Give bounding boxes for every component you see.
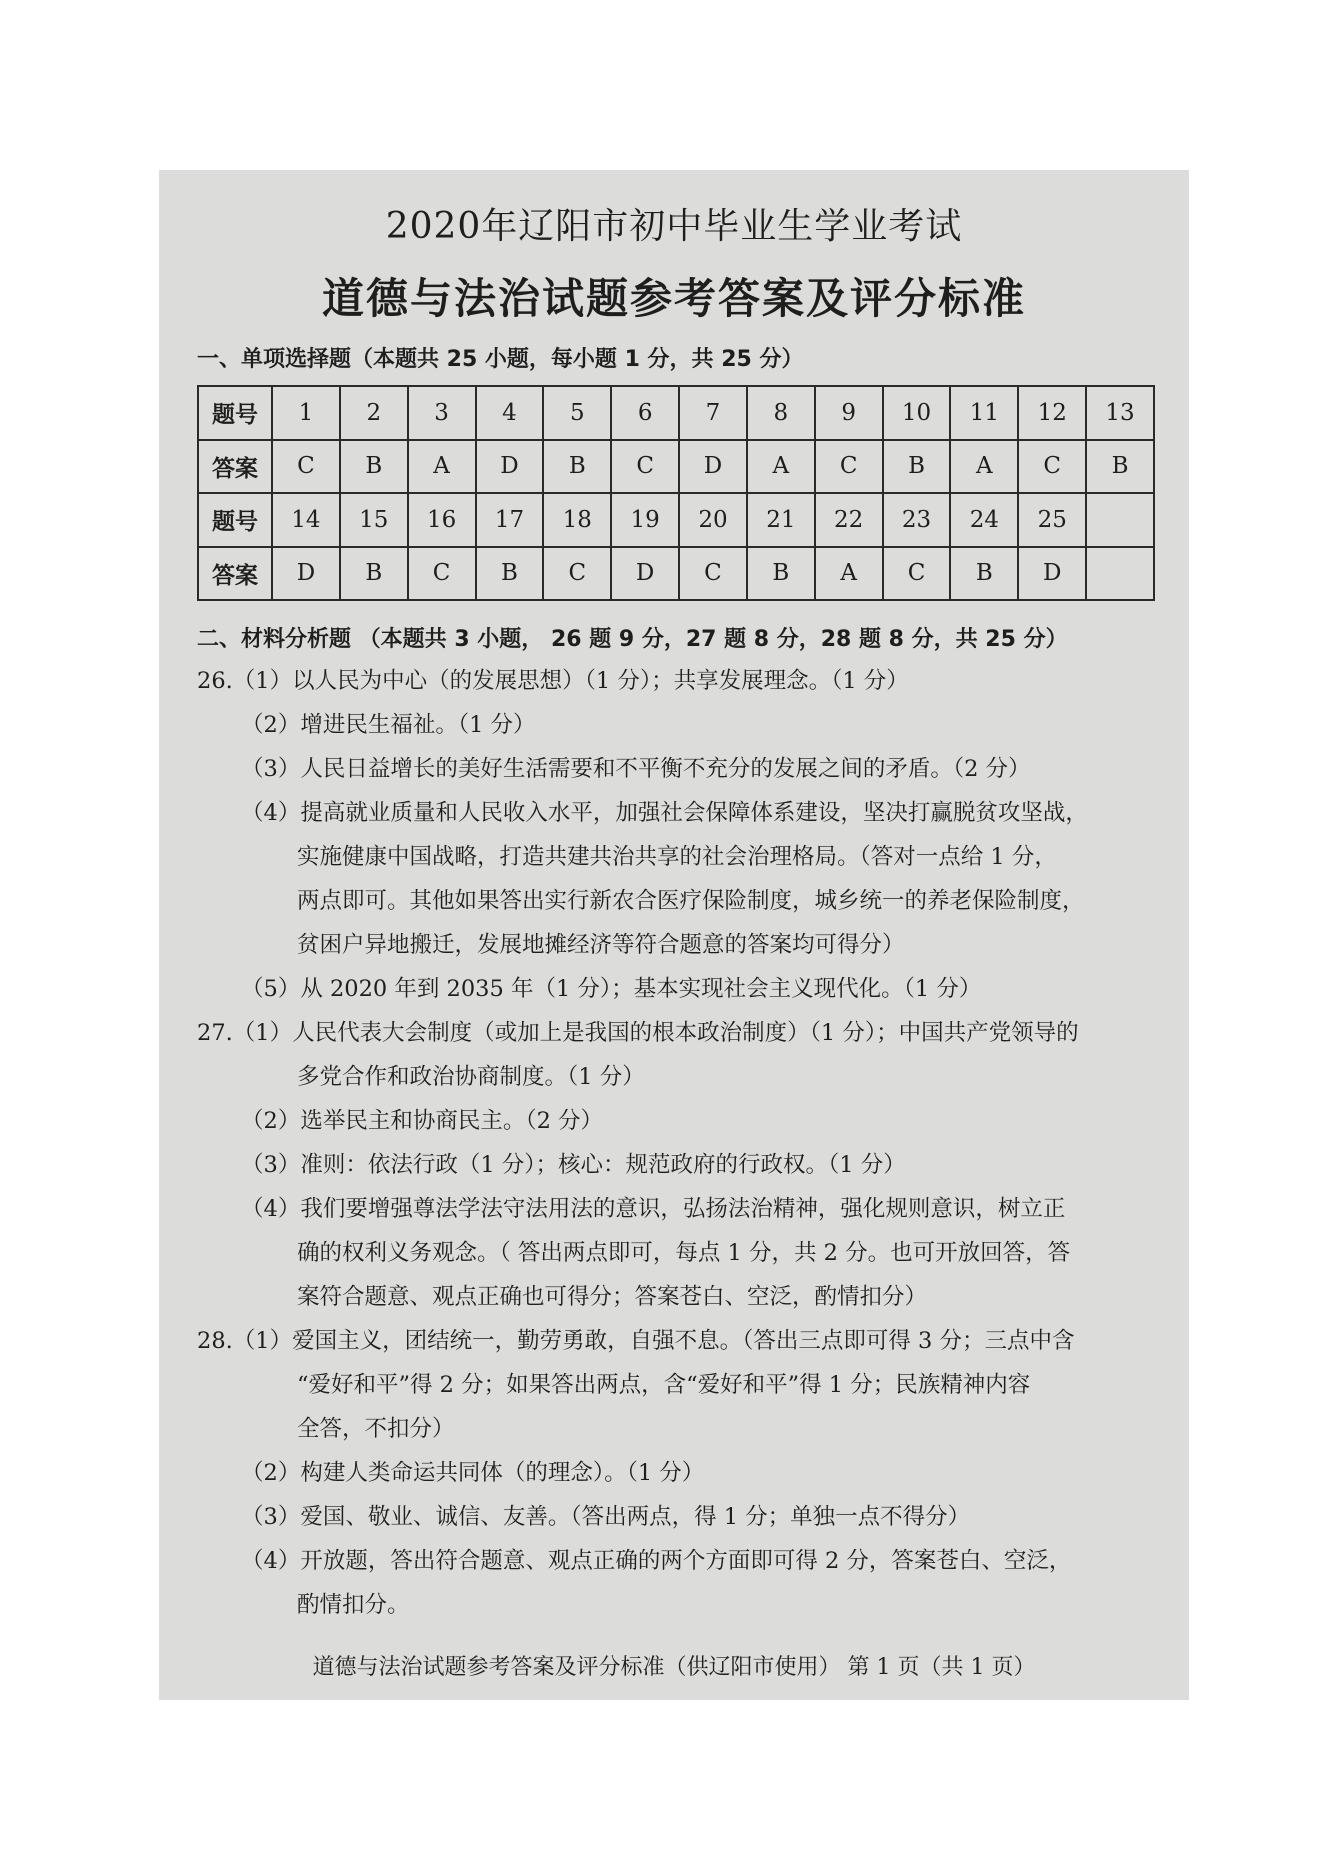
answer-cell: A xyxy=(950,440,1018,494)
answer-cell: B xyxy=(747,547,815,601)
answer-line: （5）从 2020 年到 2035 年（1 分）；基本实现社会主义现代化。（1 分） xyxy=(241,976,982,1002)
answer-cell: C xyxy=(272,440,340,494)
answer-cell: C xyxy=(883,547,951,601)
row-label: 题号 xyxy=(198,386,272,440)
answer-cell: C xyxy=(408,547,476,601)
answer-cell: B xyxy=(340,440,408,494)
table-row xyxy=(198,547,1154,601)
answer-cell: D xyxy=(1018,547,1086,601)
answer-cell: B xyxy=(340,547,408,601)
answer-cell: B xyxy=(950,547,1018,601)
answer-cell: C xyxy=(543,547,611,601)
answer-cell: A xyxy=(747,440,815,494)
answer-line: （2）增进民生福祉。（1 分） xyxy=(241,712,536,738)
answer-line: 贫困户异地搬迁，发展地摊经济等符合题意的答案均可得分） xyxy=(297,932,905,958)
answer-cell: A xyxy=(815,547,883,601)
question-number: 3 xyxy=(408,386,476,440)
answer-cell: C xyxy=(679,547,747,601)
question-number: 23 xyxy=(883,493,951,547)
answer-line: 27.（1）人民代表大会制度（或加上是我国的根本政治制度）（1 分）；中国共产党领导的 xyxy=(197,1020,1079,1046)
answer-cell: B xyxy=(883,440,951,494)
page-footer: 道德与法治试题参考答案及评分标准（供辽阳市使用） 第 1 页（共 1 页） xyxy=(312,1655,1036,1680)
question-number: 10 xyxy=(883,386,951,440)
answer-cell: D xyxy=(272,547,340,601)
question-number: 7 xyxy=(679,386,747,440)
question-number: 6 xyxy=(611,386,679,440)
question-number: 21 xyxy=(747,493,815,547)
answer-line: 酌情扣分。 xyxy=(297,1592,410,1618)
answer-line: （3）爱国、敬业、诚信、友善。（答出两点，得 1 分；单独一点不得分） xyxy=(241,1504,971,1530)
row-label: 题号 xyxy=(198,493,272,547)
answer-cell: C xyxy=(1018,440,1086,494)
answer-line: （4）开放题，答出符合题意、观点正确的两个方面即可得 2 分，答案苍白、空泛， xyxy=(241,1548,1072,1574)
answer-cell: C xyxy=(815,440,883,494)
answer-line: （4）提高就业质量和人民收入水平，加强社会保障体系建设，坚决打赢脱贫攻坚战， xyxy=(241,800,1088,826)
answer-table xyxy=(197,385,1155,601)
answer-line: “爱好和平”得 2 分；如果答出两点，含“爱好和平”得 1 分；民族精神内容 xyxy=(297,1372,1031,1398)
question-number: 5 xyxy=(543,386,611,440)
question-number: 19 xyxy=(611,493,679,547)
answer-line: （2）构建人类命运共同体（的理念）。（1 分） xyxy=(241,1460,705,1486)
answer-cell xyxy=(1086,547,1154,601)
row-label: 答案 xyxy=(198,547,272,601)
question-number: 12 xyxy=(1018,386,1086,440)
answer-line: （4）我们要增强尊法学法守法用法的意识，弘扬法治精神，强化规则意识，树立正 xyxy=(241,1196,1066,1222)
answer-line: 全答，不扣分） xyxy=(297,1416,455,1442)
question-number: 15 xyxy=(340,493,408,547)
answer-line: 实施健康中国战略，打造共建共治共享的社会治理格局。（答对一点给 1 分， xyxy=(297,844,1057,870)
answer-sheet-page xyxy=(159,170,1189,1700)
question-number: 14 xyxy=(272,493,340,547)
document-title: 道德与法治试题参考答案及评分标准 xyxy=(321,274,1026,323)
question-number: 22 xyxy=(815,493,883,547)
answer-cell: C xyxy=(611,440,679,494)
answer-cell: B xyxy=(543,440,611,494)
answer-cell: D xyxy=(679,440,747,494)
answer-line: 多党合作和政治协商制度。（1 分） xyxy=(297,1064,645,1090)
answer-line: （3）准则：依法行政（1 分）；核心：规范政府的行政权。（1 分） xyxy=(241,1152,906,1178)
question-number: 17 xyxy=(476,493,544,547)
question-number: 13 xyxy=(1086,386,1154,440)
question-number: 24 xyxy=(950,493,1018,547)
question-number: 11 xyxy=(950,386,1018,440)
question-number: 1 xyxy=(272,386,340,440)
question-number: 16 xyxy=(408,493,476,547)
question-number: 8 xyxy=(747,386,815,440)
question-number: 18 xyxy=(543,493,611,547)
answer-line: 28.（1）爱国主义，团结统一，勤劳勇敢，自强不息。（答出三点即可得 3 分；三点中含 xyxy=(197,1328,1075,1354)
question-number: 9 xyxy=(815,386,883,440)
answer-line: 确的权利义务观念。（ 答出两点即可，每点 1 分，共 2 分。也可开放回答，答 xyxy=(297,1240,1071,1266)
section2-heading: 二、材料分析题 （本题共 3 小题， 26 题 9 分，27 题 8 分，28 题 8 分，共 25 分） xyxy=(197,627,1068,652)
answer-cell: B xyxy=(476,547,544,601)
answer-cell: A xyxy=(408,440,476,494)
table-row xyxy=(198,493,1154,547)
section1-heading: 一、单项选择题（本题共 25 小题，每小题 1 分，共 25 分） xyxy=(197,347,804,372)
question-number: 4 xyxy=(476,386,544,440)
question-number: 2 xyxy=(340,386,408,440)
table-row xyxy=(198,440,1154,494)
answer-cell: D xyxy=(611,547,679,601)
row-label: 答案 xyxy=(198,440,272,494)
question-number: 20 xyxy=(679,493,747,547)
question-number xyxy=(1086,493,1154,547)
table-row xyxy=(198,386,1154,440)
answer-line: 26.（1）以人民为中心（的发展思想）（1 分）；共享发展理念。（1 分） xyxy=(197,668,909,694)
answer-line: （2）选举民主和协商民主。（2 分） xyxy=(241,1108,604,1134)
question-number: 25 xyxy=(1018,493,1086,547)
answer-cell: B xyxy=(1086,440,1154,494)
exam-title: 2020年辽阳市初中毕业生学业考试 xyxy=(385,206,963,247)
answer-line: 两点即可。其他如果答出实行新农合医疗保险制度，城乡统一的养老保险制度， xyxy=(297,888,1085,914)
answer-line: （3）人民日益增长的美好生活需要和不平衡不充分的发展之间的矛盾。（2 分） xyxy=(241,756,1031,782)
answer-cell: D xyxy=(476,440,544,494)
answer-line: 案符合题意、观点正确也可得分；答案苍白、空泛，酌情扣分） xyxy=(297,1284,928,1310)
